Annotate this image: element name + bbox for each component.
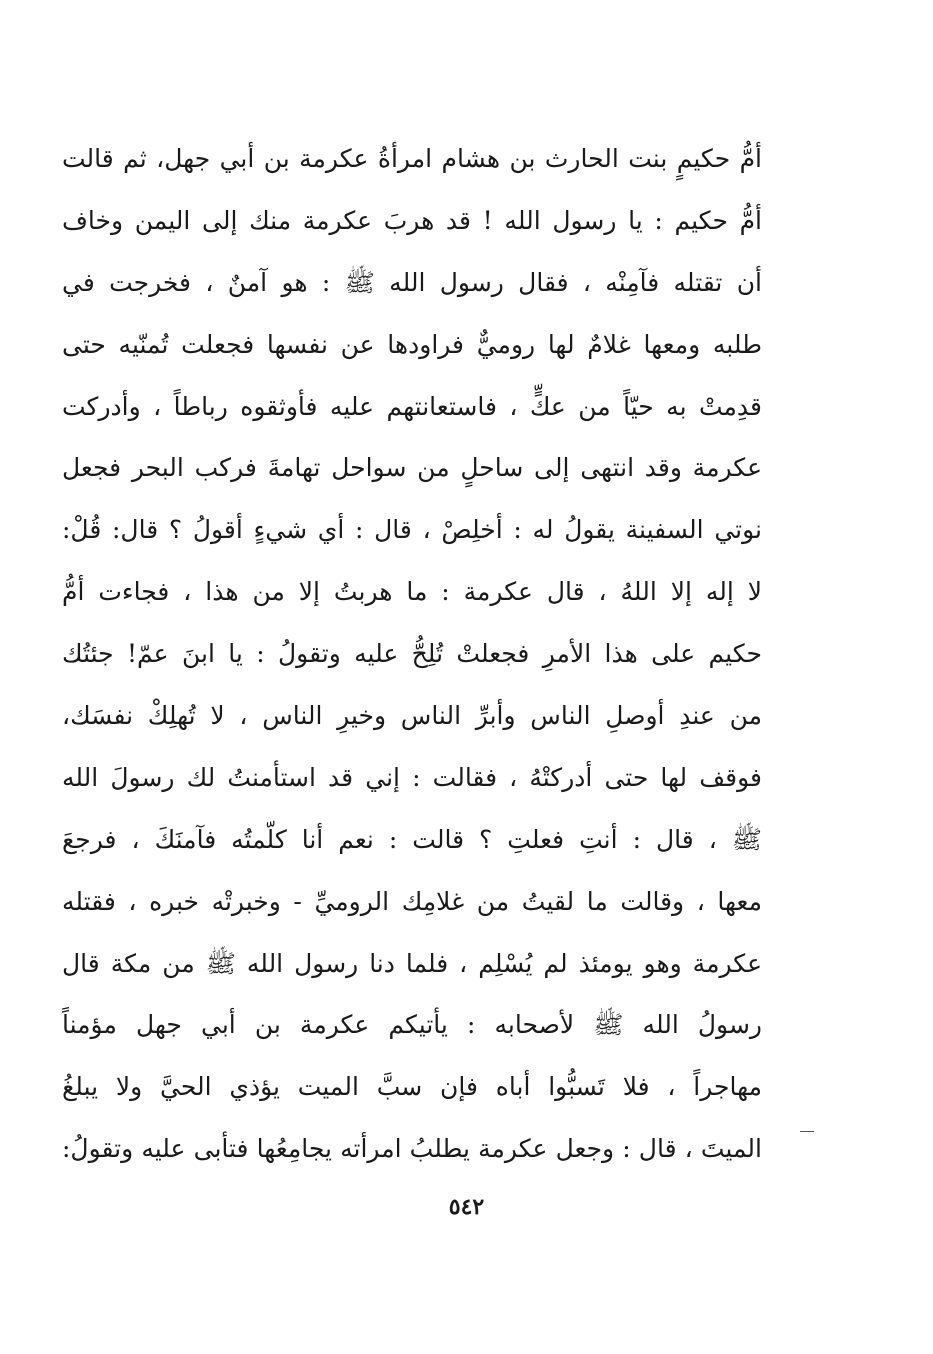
text-line: عكرمة وقد انتهى إلى ساحلٍ من سواحل تهامةَ فركب البحر فجعل xyxy=(62,453,762,483)
text-line: أمُّ حكيمٍ بنت الحارث بن هشام امرأةُ عكرمة بن أبي جهل، ثم قالت xyxy=(62,144,762,173)
text-line: ﷺ ، قال : أنتِ فعلتِ ؟ قالت : نعم أنا كلّمتُه فآمنَكَ ، فرجعَ xyxy=(62,824,762,854)
text-line: الميتَ ، قال : وجعل عكرمة يطلبُ امرأته يجامِعُها فتأبى عليه وتقولُ: xyxy=(62,1134,762,1164)
margin-mark xyxy=(800,1131,814,1132)
text-line: أن تقتله فآمِنْه ، فقال رسول الله ﷺ : هو آمنٌ ، فخرجت في xyxy=(62,267,762,297)
text-line: نوتي السفينة يقولُ له : أخلِصْ ، قال : أي شيءٍ أقولُ ؟ قال: قُلْ: xyxy=(62,515,762,545)
text-line: فوقف لها حتى أدركتْهُ ، فقالت : إني قد استأمنتُ لك رسولَ الله xyxy=(62,762,762,792)
text-line: قدِمتْ به حيّاً من عكٍّ ، فاستعانتهم عليه فأوثقوه رباطاً ، وأدركت xyxy=(62,391,762,421)
text-line: لا إله إلا اللهُ ، قال عكرمة : ما هربتُ إلا من هذا ، فجاءت أمُّ xyxy=(62,577,762,607)
text-line: مهاجراً ، فلا تَسبُّوا أباه فإن سبَّ الميت يؤذي الحيَّ ولا يبلغُ xyxy=(62,1072,762,1102)
text-line: حكيم على هذا الأمرِ فجعلتْ تُلِحُّ عليه وتقولُ : يا ابنَ عمّ! جئتُك xyxy=(62,639,762,669)
body-text xyxy=(62,128,762,1180)
text-line: عكرمة وهو يومئذ لم يُسْلِم ، فلما دنا رسول الله ﷺ من مكة قال xyxy=(62,948,762,978)
text-line: أمُّ حكيم : يا رسول الله ! قد هربَ عكرمة منك إلى اليمن وخاف xyxy=(62,205,762,235)
text-line: معها ، وقالت ما لقيتُ من غلامِك الروميِّ - وخبرتْه خبره ، فقتله xyxy=(62,886,762,916)
text-line: من عندِ أوصلِ الناس وأبرِّ الناس وخيرِ الناس ، لا تُهلِكْ نفسَك، xyxy=(62,701,762,731)
page-number: ٥٤٢ xyxy=(448,1194,485,1220)
text-line: رسولُ الله ﷺ لأصحابه : يأتيكم عكرمة بن أبي جهل مؤمناً xyxy=(62,1010,762,1040)
text-line: طلبه ومعها غلامٌ لها روميٌّ فراودها عن نفسها فجعلت تُمنّيه حتى xyxy=(62,329,762,359)
